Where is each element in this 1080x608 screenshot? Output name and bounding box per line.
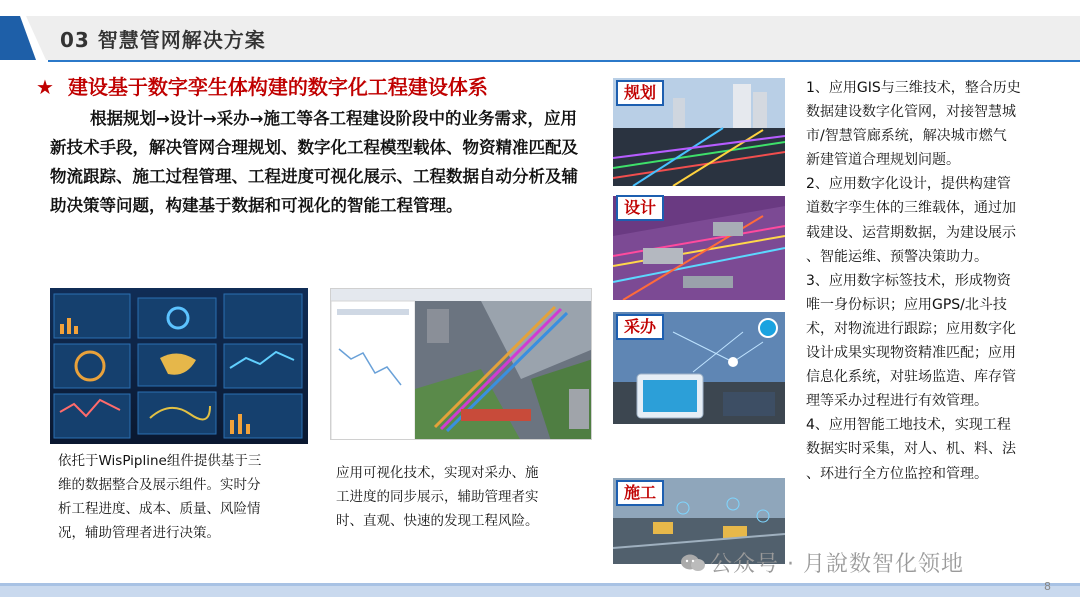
watermark xyxy=(680,547,964,578)
description-line: 理等采办过程进行有效管理。 xyxy=(806,393,988,410)
description-line: 2、应用数字化设计，提供构建管 xyxy=(806,176,1011,193)
intro-paragraph: 根据规划→设计→采办→施工等各工程建设阶段中的业务需求，应用新技术手段，解决管网合理规划、数字化工程模型载体、物资精准匹配及物流跟踪、施工过程管理、工程进度可视化展示、工程数据自动分析及辅助决策等问题，构建基于数据和可视化的智能工程管理。 xyxy=(50,109,578,215)
description-line: 载建设、运营期数据，为建设展示 xyxy=(806,224,1016,241)
tag-planning: 规划 xyxy=(616,80,664,106)
tag-design: 设计 xyxy=(616,195,664,221)
description-line: 数据建设数字化管网，对接智慧城 xyxy=(806,104,1016,121)
tag-construction: 施工 xyxy=(616,480,664,506)
description-line: 4、应用智能工地技术，实现工程 xyxy=(806,417,1011,434)
star-icon: ★ xyxy=(36,75,54,99)
description-line: 3、应用数字标签技术，形成物资 xyxy=(806,272,1011,289)
watermark-text: 公众号 · 月說数智化领地 xyxy=(710,552,964,577)
caption-line: 况，辅助管理者进行决策。 xyxy=(58,525,220,541)
caption-line: 依托于WisPipline组件提供基于三 xyxy=(58,453,262,469)
caption-line: 时、直观、快速的发现工程风险。 xyxy=(336,513,539,529)
left-caption xyxy=(58,449,308,545)
description-line: 信息化系统，对驻场监造、库存管 xyxy=(806,369,1016,386)
wechat-icon xyxy=(680,553,706,573)
description-line: 设计成果实现物资精准匹配；应用 xyxy=(806,345,1016,362)
description-line: 唯一身份标识；应用GPS/北斗技 xyxy=(806,296,1007,313)
description-line: 、环进行全方位监控和管理。 xyxy=(806,465,988,482)
tag-procurement: 采办 xyxy=(616,314,664,340)
caption-line: 析工程进度、成本、质量、风险情 xyxy=(58,501,261,517)
caption-line: 维的数据整合及展示组件。实时分 xyxy=(58,477,261,493)
description-line: 市/智慧管廊系统，解决城市燃气 xyxy=(806,128,1007,145)
software-screenshot-image xyxy=(330,288,592,440)
description-line: 道数字孪生体的三维载体，通过加 xyxy=(806,200,1016,217)
description-line: 、智能运维、预警决策助力。 xyxy=(806,248,988,265)
page-title: 03 智慧管网解决方案 xyxy=(60,28,266,52)
right-description xyxy=(806,76,1052,486)
caption-line: 工进度的同步展示，辅助管理者实 xyxy=(336,489,539,505)
section-title xyxy=(36,71,488,100)
footer-bar xyxy=(0,583,1080,597)
page-number: 8 xyxy=(1044,580,1051,593)
description-line: 术，对物流进行跟踪；应用数字化 xyxy=(806,320,1016,337)
dashboard-wall-image xyxy=(50,288,308,444)
section-title-text: 建设基于数字孪生体构建的数字化工程建设体系 xyxy=(67,75,488,99)
middle-caption xyxy=(336,461,586,533)
description-line: 1、应用GIS与三维技术，整合历史 xyxy=(806,80,1021,96)
caption-line: 应用可视化技术，实现对采办、施 xyxy=(336,465,539,481)
description-line: 数据实时采集，对人、机、料、法 xyxy=(806,441,1016,458)
header-divider xyxy=(48,60,1080,62)
description-line: 新建管道合理规划问题。 xyxy=(806,152,960,169)
